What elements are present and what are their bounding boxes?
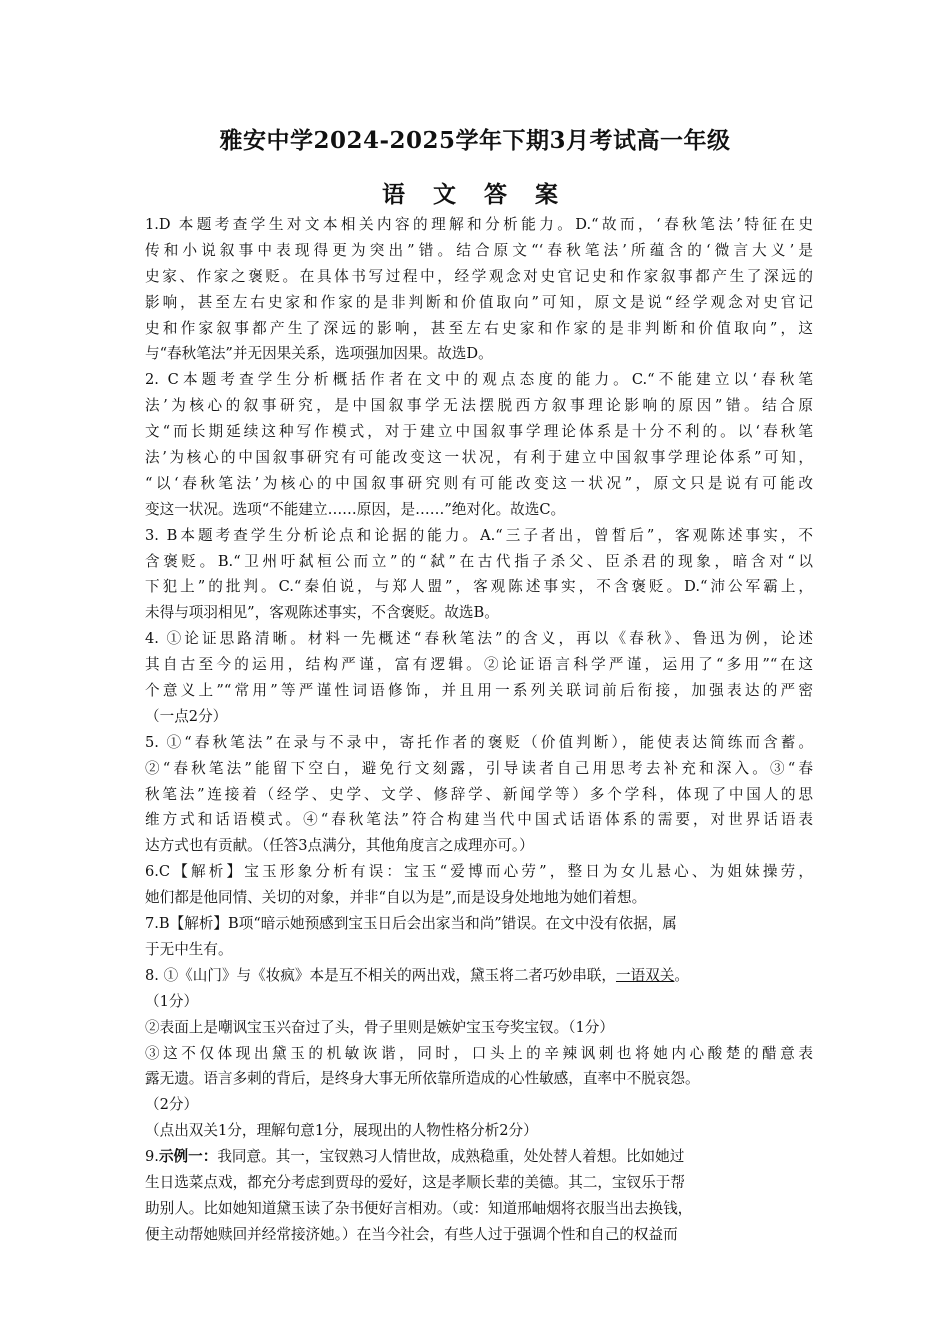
text-line: 下犯上”的批判。C.“秦伯说，与郑人盟”，客观陈述事实，不含褒贬。D.“沛公军霸上， bbox=[145, 578, 813, 596]
text-line: 4. ①论证思路清晰。材料一先概述“春秋笔法”的含义，再以《春秋》、鲁迅为例，论述 bbox=[145, 630, 813, 648]
text-line: （2分） bbox=[145, 1096, 199, 1114]
text-line: 法’为核心的中国叙事研究有可能改变这一状况，有利于建立中国叙事学理论体系”可知， bbox=[145, 449, 813, 467]
text-line: 文“而长期延续这种写作模式，对于建立中国叙事学理论体系是十分不利的。以‘春秋笔 bbox=[145, 423, 813, 441]
text-segment: 8. ①《山门》与《妆疯》本是互不相关的两出戏，黛玉将二者巧妙串联， bbox=[145, 966, 616, 984]
underlined-phrase: 一语双关 bbox=[615, 966, 675, 984]
text-line: 秋笔法”连接着（经学、史学、文学、修辞学、新闻学等）多个学科，体现了中国人的思 bbox=[145, 785, 813, 803]
text-line: 未得与项羽相见”，客观陈述事实，不含褒贬。故选B。 bbox=[145, 604, 499, 622]
answer-body bbox=[145, 212, 813, 1248]
text-line: 含褒贬。B.“卫州吁弑桓公而立”的“弑”在古代指子杀父、臣杀君的现象，暗含对“以 bbox=[145, 552, 813, 570]
text-line: 维方式和话语模式。④“春秋笔法”符合构建当代中国式话语体系的需要，对世界话语表 bbox=[145, 811, 813, 829]
text-line: ②“春秋笔法”能留下空白，避免行文刻露，引导读者自己用思考去补充和深入。③“春 bbox=[145, 759, 813, 777]
text-line: 1.D 本题考查学生对文本相关内容的理解和分析能力。D.“故而，‘春秋笔法’特征在史 bbox=[145, 216, 813, 233]
page-title: 雅安中学2024-2025学年下期3月考试高一年级 bbox=[219, 127, 731, 154]
text-line: “以‘春秋笔法’为核心的中国叙事研究则有可能改变这一状况”，原文只是说有可能改 bbox=[145, 474, 813, 492]
text-line: ③这不仅体现出黛玉的机敏诙谐，同时，口头上的辛辣讽刺也将她内心酸楚的醋意表 bbox=[145, 1044, 813, 1062]
text-line: 达方式也有贡献。（任答3点满分，其他角度言之成理亦可。） bbox=[145, 837, 534, 855]
text-line: ②表面上是嘲讽宝玉兴奋过了头，骨子里则是嫉妒宝玉夸奖宝钗。（1分） bbox=[145, 1018, 614, 1036]
text-line: 变这一状况。选项“不能建立……原因，是……”绝对化。故选C。 bbox=[145, 500, 566, 518]
text-line: 便主动帮她赎回并经常接济她。）在当今社会，有些人过于强调个性和自己的权益而 bbox=[145, 1225, 678, 1243]
page-subtitle: 语 文 答 案 bbox=[381, 181, 569, 208]
text-line: 于无中生有。 bbox=[145, 940, 233, 958]
text-line: 史和作家叙事都产生了深远的影响，甚至左右史家和作家的是非判断和价值取向”，这 bbox=[145, 319, 813, 337]
text-segment: 我同意。其一，宝钗熟习人情世故，成熟稳重，处处替人着想。比如她过 bbox=[217, 1148, 685, 1166]
text-line: （点出双关1分，理解句意1分，展现出的人物性格分析2分） bbox=[145, 1122, 538, 1140]
text-line: 5. ①“春秋笔法”在录与不录中，寄托作者的褒贬（价值判断），能使表达简练而含蓄。 bbox=[145, 733, 813, 751]
text-line: 2. C本题考查学生分析概括作者在文中的观点态度的能力。C.“不能建立以‘春秋笔 bbox=[145, 371, 813, 389]
bold-label: 示例一： bbox=[158, 1148, 218, 1166]
text-line: 法’为核心的叙事研究，是中国叙事学无法摆脱西方叙事理论影响的原因”错。结合原 bbox=[145, 397, 813, 415]
text-line: 露无遗。语言多刺的背后，是终身大事无所依靠所造成的心性敏感，直率中不脱哀怨。 bbox=[145, 1070, 700, 1088]
text-line: 影响，甚至左右史家和作家的是非判断和价值取向”可知，原文是说“经学观念对史官记 bbox=[145, 293, 813, 311]
text-segment: 9. bbox=[145, 1148, 159, 1166]
text-line: 史家、作家之褒贬。在具体书写过程中，经学观念对史官记史和作家叙事都产生了深远的 bbox=[145, 267, 813, 285]
text-line bbox=[145, 1144, 813, 1170]
text-line: 3. B本题考查学生分析论点和论据的能力。A.“三子者出，曾皙后”，客观陈述事实，不 bbox=[145, 526, 813, 544]
text-line: 6.C【解析】宝玉形象分析有误：宝玉“爱博而心劳”，整日为女儿悬心、为姐妹操劳， bbox=[145, 863, 813, 881]
text-line: 其自古至今的运用，结构严谨，富有逻辑。②论证语言科学严谨，运用了“多用”“在这 bbox=[145, 656, 813, 674]
text-line: 个意义上”“常用”等严谨性词语修饰，并且用一系列关联词前后衔接，加强表达的严密 bbox=[145, 682, 813, 700]
text-line: 她们都是他同情、关切的对象，并非“自以为是”,而是设身处地地为她们着想。 bbox=[145, 889, 647, 907]
text-line bbox=[145, 963, 813, 989]
text-segment: 。 bbox=[674, 966, 689, 984]
text-line: 与“春秋笔法”并无因果关系，选项强加因果。故选D。 bbox=[145, 345, 493, 363]
text-line: 7.B【解析】B项“暗示她预感到宝玉日后会出家当和尚”错误。在文中没有依据，属 bbox=[145, 915, 677, 933]
text-line: 生日选菜点戏，都充分考虑到贾母的爱好，这是孝顺长辈的美德。其二，宝钗乐于帮 bbox=[145, 1173, 685, 1191]
text-line: （一点2分） bbox=[145, 707, 228, 725]
text-line: 传和小说叙事中表现得更为突出”错。结合原文“‘春秋笔法’所蕴含的‘微言大义’是 bbox=[145, 241, 813, 259]
text-line: （1分） bbox=[145, 992, 199, 1010]
text-line: 助别人。比如她知道黛玉读了杂书便好言相劝。（或：知道邢岫烟将衣服当出去换钱， bbox=[145, 1199, 693, 1217]
